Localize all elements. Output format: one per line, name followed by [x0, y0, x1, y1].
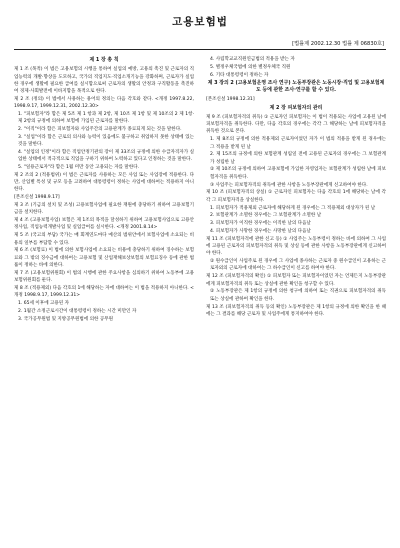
article-paragraph: 5. 별정우체국법에 의한 별정우체국 직원 [210, 64, 291, 70]
article-paragraph: [본조신설 1998.9.17] [14, 195, 60, 201]
law-number: [법률제 2002.12.30 법률 제 06830호] [292, 41, 384, 47]
article-paragraph: 4. 피보험자가 사망한 경우에는 사망한 날의 다음날 [210, 229, 311, 235]
article-paragraph: 4. "실업의 인정"이라 함은 직업안정기관의 장이 제 33조의 규정에 의한 수급자격자가 실업한 상태에서 적극적으로 직업을 구하기 위하여 노력하고 있다고 인정하는 것을 말한다. [18, 149, 194, 163]
right-column [206, 56, 386, 319]
article-paragraph: 제 9 조 (피보험자격의 취득) ① 근로자인 피보험자는 이 법이 적용되는 사업에 고용된 날에 피보험자격을 취득한다. 다만, 다음 각호의 경우에는 각각 그 해당하는 날에 피보험자격을 취득한 것으로 본다. [206, 114, 386, 135]
article-paragraph: ② 제 10조의 규정에 의하여 고용보험에 가입한 자영업자는 보험관계가 성립한 날에 피보험자격을 취득한다. [210, 167, 386, 180]
chapter-heading: 제 3 장의 2 (고용보험운영 조사 연구) 노동부장관은 노동시장·직업 및 고용보험제도 등에 관한 조사·연구를 할 수 있다. [207, 79, 385, 94]
article-paragraph: 1. 65세 이후에 고용된 자 [18, 300, 70, 306]
article-paragraph: 제 1 조 (목적) 이 법은 고용보험의 시행을 통하여 실업의 예방, 고용의 촉진 및 근로자의 직업능력의 개발·향상을 도모하고, 국가의 직업지도·직업소개기능을 강화하며, 근로자가 실업한 경우에 생활에 필요한 급여를 실시함으로써 근로자의 생활의 안정과 구직활동을 촉진하여 경제·사회발전에 이바지함을 목적으로 한다. [14, 67, 194, 94]
header-divider [14, 49, 386, 50]
article-paragraph: 제 7 조 (고용보험위원회) 이 법의 시행에 관한 주요사항을 심의하기 위하여 노동부에 고용보험위원회를 둔다. [14, 270, 194, 283]
article-paragraph: 제 13 조 (피보험자격의 취득 등의 확인) 노동부장관은 제 1항의 규정에 의한 확인을 한 때에는 그 결과를 해당 근로자 및 사업주에게 통지하여야 한다. [206, 304, 386, 317]
article-paragraph: 2. 제 15조의 규정에 의한 보험관계 성립일 전에 고용된 근로자의 경우에는 그 보험관계가 성립한 날 [210, 152, 386, 165]
article-paragraph: 3. "실업"이라 함은 근로의 의사와 능력이 있음에도 불구하고 취업하지 못한 상태에 있는 것을 말한다. [18, 134, 194, 148]
article-paragraph: 2. 1월간 소정근로시간이 대통령령이 정하는 시간 미만인 자 [18, 308, 137, 314]
article-paragraph: [본조신설 1998.12.31] [206, 97, 255, 103]
article-paragraph: 제 4 조 (고용보험사업) 보험은 제 1조의 목적을 달성하기 위하여 고용보험사업으로 고용안정사업, 직업능력개발사업 및 실업급여를 실시한다. <개정 2001.8.14> [14, 218, 194, 231]
right-article-list [206, 56, 386, 318]
article-paragraph: 제 12 조 (피보험자격의 확인) ① 피보험자 또는 피보험자이었던 자는 언제든지 노동부장관에게 피보험자격의 취득 또는 상실에 관한 확인을 청구할 수 있다. [206, 274, 386, 287]
article-paragraph: ③ 사업주는 피보험자격의 취득에 관한 사항을 노동부장관에게 신고하여야 한다. [210, 182, 368, 188]
article-paragraph: 제 11 조 (피보험자격에 관한 신고 등) ① 사업주는 노동부령이 정하는 바에 의하여 그 사업에 고용된 근로자의 피보험자격의 취득 및 상실 등에 관한 사항을 노동부장관에게 신고하여야 한다. [206, 236, 386, 257]
article-paragraph: 1. 제 8조의 규정에 의한 적용제외 근로자이었던 자가 이 법의 적용을 받게 된 경우에는 그 적용을 받게 된 날 [210, 137, 386, 150]
article-paragraph: 3. 국가공무원법 및 지방공무원법에 의한 공무원 [18, 316, 114, 322]
article-paragraph: 5. "일용근로자"라 함은 1월 미만 동안 고용되는 자를 말한다. [18, 165, 140, 171]
article-paragraph: 제 10 조 (피보험자격의 상실) ① 근로자인 피보험자는 다음 각호의 1에 해당하는 날에 각각 그 피보험자격을 상실한다. [206, 190, 386, 203]
article-paragraph: 1. "피보험자"라 함은 제 5조 제 1 항과 제 2항, 제 10조 제 1항 및 제 10조의 2 제 1항·제 2항의 규정에 의하여 보험에 가입된 근로자를 말한다. [18, 111, 194, 125]
article-paragraph: 6. 기타 대통령령이 정하는 자 [210, 72, 269, 78]
chapter-heading: 제 2 장 피보험자의 관리 [269, 104, 323, 111]
article-paragraph: 4. 사립학교교직원연금법의 적용을 받는 자 [210, 57, 295, 62]
article-paragraph: 2. 보험관계가 소멸한 경우에는 그 보험관계가 소멸한 날 [210, 213, 322, 219]
article-paragraph: 제 5 조 (국고의 부담) 국가는 매 회계연도마다 예산의 범위안에서 보험사업에 소요되는 비용의 일부를 부담할 수 있다. [14, 233, 194, 246]
article-paragraph: 제 2 조의 2 (적용범위) 이 법은 근로자를 사용하는 모든 사업 또는 사업장에 적용한다. 다만, 산업별 특성 및 규모 등을 고려하여 대통령령이 정하는 사업에 대하여는 적용하지 아니한다. [14, 172, 194, 193]
article-paragraph: 3. 피보험자가 이직한 경우에는 이직한 날의 다음날 [210, 221, 311, 227]
article-paragraph: 제 3 조 (기금의 설치 및 조성) 고용보험사업에 필요한 재원에 충당하기 위하여 고용보험기금을 설치한다. [14, 203, 194, 216]
article-paragraph: 제 6 조 (보험료) 이 법에 의한 보험사업에 소요되는 비용에 충당하기 위하여 징수하는 보험료와 그 밖의 징수금에 대하여는 고용보험 및 산업재해보상보험의 보험료징수 등에 관한 법률이 정하는 바에 의한다. [14, 248, 194, 268]
document-title: 고용보험법 [172, 16, 228, 28]
left-article-list [14, 66, 194, 323]
article-paragraph: 2. "이직"이라 함은 피보험자와 사업주간의 고용관계가 종료되게 되는 것을 말한다. [18, 127, 182, 133]
chapter-heading: 제 1 장 총 칙 [89, 57, 119, 63]
article-paragraph: 1. 피보험자가 적용제외 근로자에 해당하게 된 경우에는 그 적용제외 대상자가 된 날 [210, 205, 376, 211]
article-paragraph: ② 원수급인이 사업주로 된 경우에 그 사업에 종사하는 근로자 중 원수급인이 고용하는 근로자외의 근로자에 대하여는 그 하수급인이 신고를 하여야 한다. [210, 259, 386, 272]
article-paragraph: ② 노동부장관은 제 1항의 규정에 의한 청구에 의하여 또는 직권으로 피보험자격의 취득 또는 상실에 관하여 확인을 한다. [210, 289, 386, 302]
article-paragraph: 제 2 조 (정의) 이 법에서 사용하는 용어의 정의는 다음 각호와 같다. <개정 1997.8.22, 1998.9.17, 1999.12.31, 2002.12.30> [14, 96, 194, 110]
article-paragraph: 제 8 조 (적용제외) 다음 각호의 1에 해당하는 자에 대하여는 이 법을 적용하지 아니한다. <개정 1998.9.17, 1999.12.31> [14, 285, 194, 299]
left-column [14, 56, 194, 323]
